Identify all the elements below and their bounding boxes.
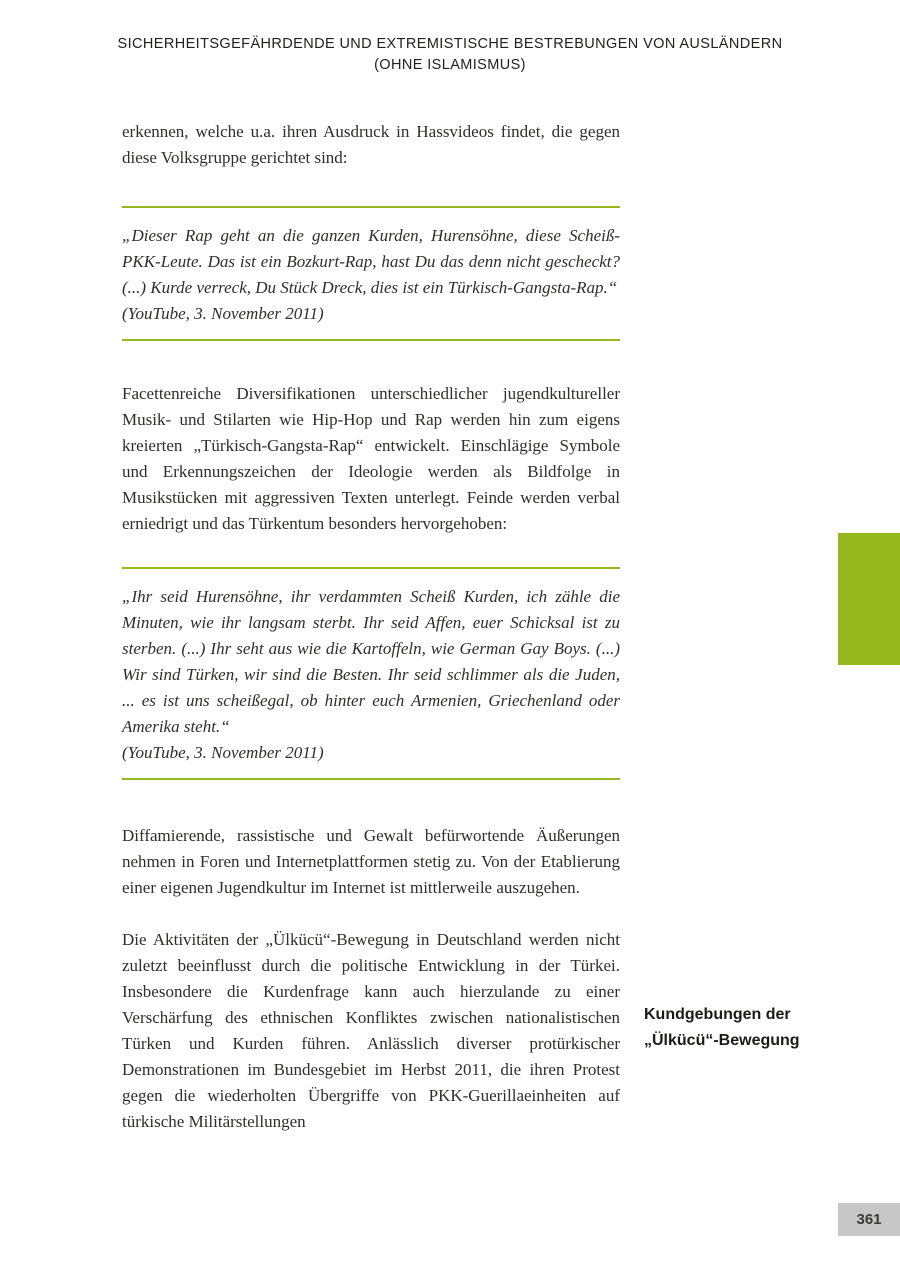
margin-note-line-1: Kundgebungen der (644, 1006, 791, 1023)
page-number: 361 (856, 1211, 882, 1228)
quote-block-2 (122, 567, 620, 780)
paragraph-intro: erkennen, welche u.a. ihren Ausdruck in Hassvideos findet, die gegen diese Volksgruppe gerichtet sind: (122, 122, 620, 167)
main-text-column (122, 119, 620, 1135)
page-number-box (838, 1203, 900, 1236)
margin-note-line-2: „Ülkücü“-Bewegung (644, 1032, 800, 1049)
paragraph-uelkuecue-activities: Die Aktivitäten der „Ülkücü“-Bewegung in Deutschland werden nicht zuletzt beeinflusst durch die politische Entwicklung in der Türkei. Insbesondere die Kurdenfrage kann auch hierzulande zu einer Verschärfung des ethnischen Konfliktes zwischen nationalistischen Türken und Kurden führen. Anlässlich diverser protürkischer Demonstrationen im Bundesgebiet im Herbst 2011, die ihren Protest gegen die wiederholten Übergriffe von PKK-Guerillaeinheiten auf türkische Militärstellungen (122, 930, 620, 1131)
chapter-marker-tab (838, 533, 900, 665)
quote-2-text: „Ihr seid Hurensöhne, ihr verdammten Scheiß Kurden, ich zähle die Minuten, wie ihr langsam sterbt. Ihr seid Affen, euer Schicksal ist zu sterben. (...) Ihr seht aus wie die Kartoffeln, wie German Gay Boys. (...) Wir sind Türken, wir sind die Besten. Ihr seid schlimmer als die Juden, ... es ist uns scheißegal, ob hinter euch Armenien, Griechenland oder Amerika steht.“ (122, 587, 620, 736)
quote-block-1 (122, 206, 620, 341)
quote-2-source: (YouTube, 3. November 2011) (122, 743, 324, 762)
running-head-line-2: (OHNE ISLAMISMUS) (374, 57, 526, 73)
running-head-line-1: SICHERHEITSGEFÄHRDENDE UND EXTREMISTISCHE BESTREBUNGEN VON AUSLÄNDERN (117, 36, 783, 52)
running-head (0, 34, 900, 76)
quote-1-source: (YouTube, 3. November 2011) (122, 304, 324, 323)
quote-1-text: „Dieser Rap geht an die ganzen Kurden, Hurensöhne, diese Scheiß-PKK-Leute. Das ist ein Bozkurt-Rap, hast Du das denn nicht gescheckt? (...) Kurde verreck, Du Stück Dreck, dies ist ein Türkisch-Gangsta-Rap.“ (122, 226, 620, 297)
paragraph-internet-platforms: Diffamierende, rassistische und Gewalt befürwortende Äußerungen nehmen in Foren und Internetplattformen stetig zu. Von der Etablierung einer eigenen Jugendkultur im Internet ist mittlerweile auszugehen. (122, 826, 620, 897)
margin-note (644, 1002, 824, 1054)
paragraph-music-subculture: Facettenreiche Diversifikationen unterschiedlicher jugendkultureller Musik- und Stilarten wie Hip-Hop und Rap werden hin zum eigens kreierten „Türkisch-Gangsta-Rap“ entwickelt. Einschlägige Symbole und Erkennungszeichen der Ideologie werden als Bildfolge in Musikstücken mit aggressiven Texten unterlegt. Feinde werden verbal erniedrigt und das Türkentum besonders hervorgehoben: (122, 384, 620, 533)
